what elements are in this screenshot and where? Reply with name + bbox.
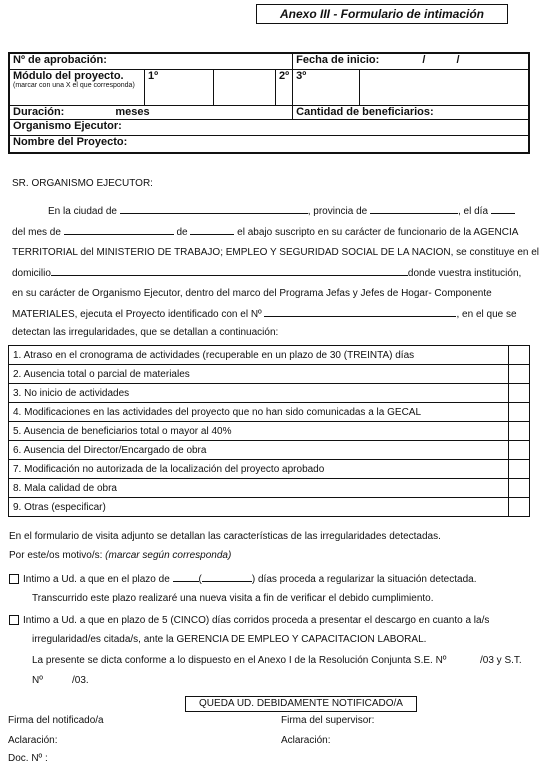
clarification-supervisor[interactable]: Aclaración: (281, 735, 331, 746)
legal-line-end: /03 y S.T. (480, 655, 522, 666)
irregularity-checkbox[interactable] (509, 460, 530, 479)
body-line-4: domicilio donde vuestra institución, (12, 268, 522, 279)
irregularity-row (9, 346, 530, 365)
body-line-6: MATERIALES, ejecuta el Proyecto identificado con el Nº , en el que se (12, 309, 517, 320)
module-label: Módulo del proyecto. (marcar con una X el que corresponda) (9, 69, 145, 105)
legal-line: La presente se dicta conforme a lo dispuesto en el Anexo I de la Resolución Conjunta S.E. Nº (32, 655, 447, 666)
start-date-field[interactable]: Fecha de inicio: / / (293, 53, 529, 69)
irregularity-checkbox[interactable] (509, 403, 530, 422)
irregularity-checkbox[interactable] (509, 422, 530, 441)
irregularity-checkbox[interactable] (509, 365, 530, 384)
notification-box: QUEDA UD. DEBIDAMENTE NOTIFICADO/A (185, 696, 417, 712)
irregularity-text: 8. Mala calidad de obra (9, 479, 509, 498)
module-2-box[interactable]: 2º (276, 69, 293, 105)
legal-line-2-end: /03. (72, 675, 89, 686)
irregularity-text: 4. Modificaciones en las actividades del proyecto que no han sido comunicadas a la GECAL (9, 403, 509, 422)
option-2-cont: irregularidad/es citada/s, ante la GERENCIA DE EMPLEO Y CAPACITACION LABORAL. (32, 634, 427, 645)
irregularity-text: 3. No inicio de actividades (9, 384, 509, 403)
irregularity-row (9, 441, 530, 460)
doc-number[interactable]: Doc. Nº : (8, 753, 48, 764)
body-line-5: en su carácter de Organismo Ejecutor, dentro del marco del Programa Jefas y Jefes de Hogar- Componente (12, 288, 492, 299)
irregularity-checkbox[interactable] (509, 441, 530, 460)
project-name-field[interactable]: Nombre del Proyecto: (9, 135, 529, 153)
irregularity-checkbox[interactable] (509, 479, 530, 498)
greeting: SR. ORGANISMO EJECUTOR: (12, 178, 153, 189)
irregularity-checkbox[interactable] (509, 346, 530, 365)
irregularity-text: 6. Ausencia del Director/Encargado de obra (9, 441, 509, 460)
option-1-note: Transcurrido este plazo realizaré una nueva visita a fin de verificar el debido cumplimiento. (32, 593, 434, 604)
irregularities-table (8, 345, 530, 517)
body-line-2: del mes de de el abajo suscripto en su carácter de funcionario de la AGENCIA (12, 227, 519, 238)
body-line-3: TERRITORIAL del MINISTERIO DE TRABAJO; EMPLEO Y SEGURIDAD SOCIAL DE LA NACION, se constituye en el (12, 247, 540, 258)
module-3-box[interactable]: 3º (293, 69, 360, 105)
irregularity-text: 1. Atraso en el cronograma de actividades (recuperable en un plazo de 30 (TREINTA) días (9, 346, 509, 365)
duration-field[interactable]: Duración: meses (9, 105, 293, 119)
irregularity-row (9, 422, 530, 441)
irregularity-checkbox[interactable] (509, 498, 530, 517)
irregularity-checkbox[interactable] (509, 384, 530, 403)
approval-number-field[interactable]: Nº de aprobación: (9, 53, 293, 69)
irregularity-row (9, 403, 530, 422)
clarification-notified[interactable]: Aclaración: (8, 735, 58, 746)
option-1: Intimo a Ud. a que en el plazo de ( ) días proceda a regularizar la situación detectada. (9, 572, 476, 587)
org-field[interactable]: Organismo Ejecutor: (9, 119, 529, 135)
body-line-7: detectan las irregularidades, que se detallan a continuación: (12, 327, 279, 338)
option-2-checkbox[interactable] (9, 615, 19, 625)
option-2: Intimo a Ud. a que en plazo de 5 (CINCO) días corridos proceda a presentar el descargo en cuanto a la/s (9, 614, 489, 628)
irregularity-row (9, 498, 530, 517)
irregularity-row (9, 460, 530, 479)
module-1-box[interactable]: 1º (145, 69, 214, 105)
irregularity-text: 9. Otras (especificar) (9, 498, 509, 517)
irregularity-text: 2. Ausencia total o parcial de materiales (9, 365, 509, 384)
project-info-box (8, 52, 530, 154)
beneficiaries-field[interactable]: Cantidad de beneficiarios: (293, 105, 529, 119)
signature-notified[interactable]: Firma del notificado/a (8, 715, 104, 726)
irregularity-row (9, 384, 530, 403)
irregularity-row (9, 365, 530, 384)
module-3-mark[interactable] (360, 69, 529, 105)
option-1-checkbox[interactable] (9, 574, 19, 584)
legal-line-2: Nº (32, 675, 43, 686)
body-line-1: En la ciudad de , provincia de , el día (48, 204, 515, 219)
visit-note: En el formulario de visita adjunto se detallan las características de las irregularidades detectadas. (9, 531, 441, 542)
irregularity-row (9, 479, 530, 498)
reasons-line: Por este/os motivo/s: (marcar según corresponda) (9, 550, 232, 561)
signature-supervisor[interactable]: Firma del supervisor: (281, 715, 375, 726)
irregularity-text: 5. Ausencia de beneficiarios total o mayor al 40% (9, 422, 509, 441)
module-1-mark[interactable] (214, 69, 276, 105)
annex-title: Anexo III - Formulario de intimación (256, 4, 508, 24)
irregularity-text: 7. Modificación no autorizada de la localización del proyecto aprobado (9, 460, 509, 479)
